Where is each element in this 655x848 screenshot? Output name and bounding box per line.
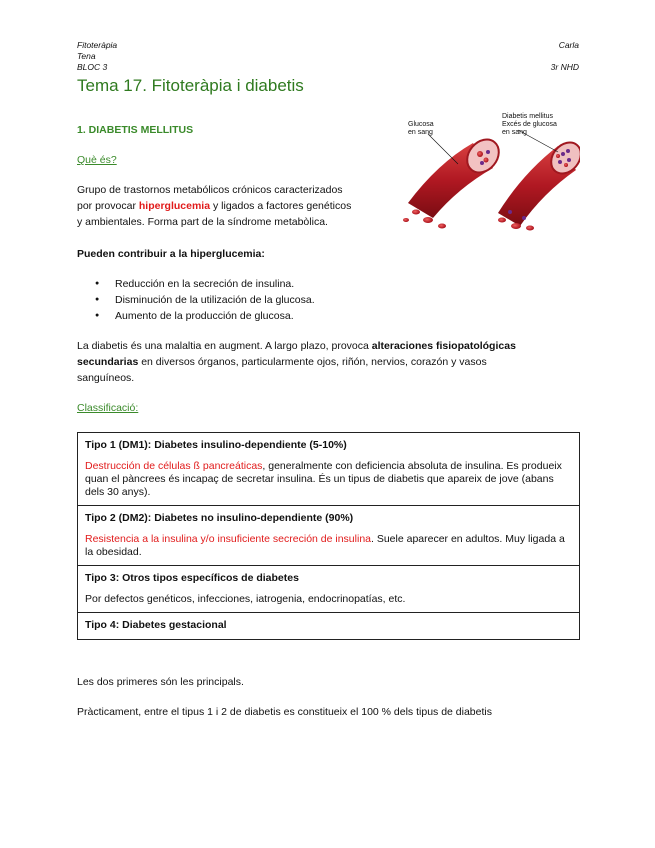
- classification-heading: Classificació:: [77, 402, 139, 414]
- header-course: 3r NHD: [550, 62, 579, 72]
- table-row: [78, 433, 580, 506]
- definition-line-2: por provocar hiperglucemia y ligados a factores genéticos: [77, 200, 352, 212]
- list-item: ● Reducción en la secreción de insulina.: [95, 276, 315, 292]
- header-block: BLOC 3: [77, 62, 108, 72]
- definition-line-1: Grupo de trastornos metabólicos crónicos caracterizados: [77, 184, 343, 196]
- label-excess-2: en sang: [502, 129, 527, 136]
- type1-heading: Tipo 1 (DM1): Diabetes insulino-dependiente (5-10%): [85, 439, 347, 451]
- increase-paragraph: La diabetis és una malaltia en augment. A largo plazo, provoca alteraciones fisiopatológicas secundarias en diversos órganos, particularmente ojos, riñón, nervios, corazón y vasos sanguíneos.: [77, 340, 516, 384]
- type3-description: Por defectos genéticos, infecciones, iatrogenia, endocrinopatías, etc.: [85, 593, 406, 605]
- page-title: Tema 17. Fitoteràpia i diabetis: [77, 76, 304, 95]
- label-glucose: Glucosa: [408, 121, 434, 128]
- what-heading: Què és?: [77, 154, 117, 166]
- label-glucose-2: en sang: [408, 129, 433, 136]
- type1-description: Destrucción de células ß pancreáticas, generalmente con deficiencia absoluta de insulina. Es produeix quan el pàncrees és incapaç de secretar insulina. És un tipus de diabetis que apareix de jove (abans dels 30 anys).: [85, 460, 562, 498]
- type3-heading: Tipo 3: Otros tipos específicos de diabetes: [85, 572, 299, 584]
- definition-paragraph: [77, 182, 397, 230]
- definition-line-3: y ambientales. Forma part de la síndrome metabòlica.: [77, 216, 328, 228]
- contrib-list: [95, 276, 315, 324]
- footer-line-2: Pràcticament, entre el tipus 1 i 2 de diabetis es constitueix el 100 % dels tipus de diabetis: [77, 706, 492, 718]
- type2-description: Resistencia a la insulina y/o insuficiente secreción de insulina. Suele aparecer en adultos. Muy ligada a la obesidad.: [85, 533, 565, 558]
- hiperglucemia-highlight: hiperglucemia: [138, 200, 211, 212]
- blood-vessel-illustration: [398, 108, 580, 232]
- type4-heading: Tipo 4: Diabetes gestacional: [85, 619, 227, 631]
- contrib-heading: Pueden contribuir a la hiperglucemia:: [77, 248, 265, 260]
- footer-line-1: Les dos primeres són les principals.: [77, 676, 244, 688]
- type2-heading: Tipo 2 (DM2): Diabetes no insulino-dependiente (90%): [85, 512, 354, 524]
- label-excess: Excés de glucosa: [502, 121, 557, 128]
- header-left: [77, 40, 117, 73]
- label-diabetes: Diabetis mellitus: [502, 113, 553, 120]
- header-subject: Fitoteràpia: [77, 40, 118, 50]
- classification-table: [77, 432, 580, 640]
- section-heading: 1. DIABETIS MELLITUS: [77, 124, 194, 136]
- list-item: ● Disminución de la utilización de la glucosa.: [95, 292, 315, 308]
- table-row: [78, 506, 580, 566]
- header-author: Carla: [558, 40, 579, 50]
- table-row: [78, 613, 580, 640]
- table-row: [78, 566, 580, 613]
- list-item: ● Aumento de la producción de glucosa.: [95, 308, 315, 324]
- header-subject-2: Tena: [77, 51, 96, 61]
